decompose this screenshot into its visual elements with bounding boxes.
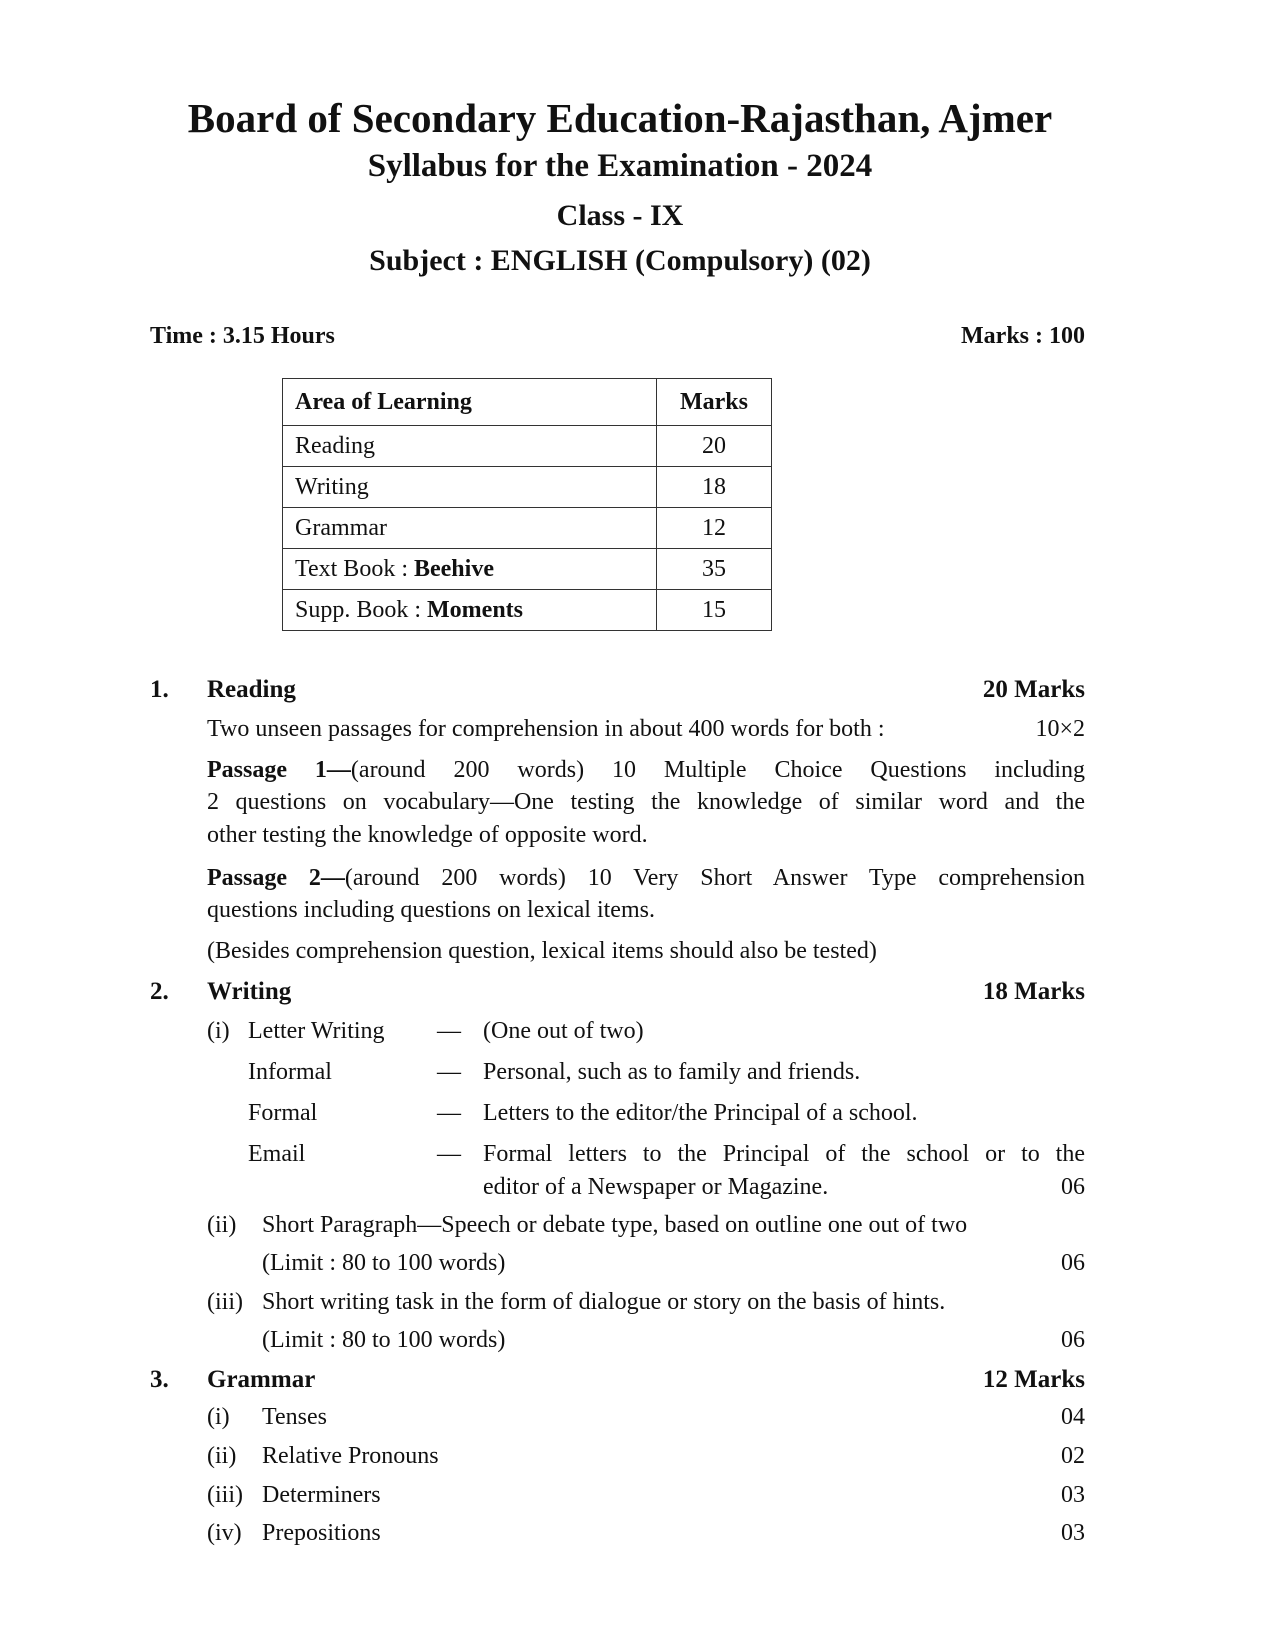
reading-note: (Besides comprehension question, lexical items should also be tested) <box>207 938 877 964</box>
paragraph-roman: (ii) <box>207 1212 237 1238</box>
writing-task-roman: (iii) <box>207 1289 243 1315</box>
board-title: Board of Secondary Education-Rajasthan, Ajmer <box>187 95 1053 141</box>
area-cell: Grammar <box>283 508 657 549</box>
letter-type-email-desc: Formal letters to the Principal of the school or to the <box>483 1141 1085 1167</box>
area-cell: Text Book : Beehive <box>283 549 657 590</box>
class-title: Class - IX <box>556 199 684 232</box>
table-header-row <box>283 379 772 426</box>
passage-1-line-1: Passage 1—(around 200 words) 10 Multiple Choice Questions including <box>207 757 1085 783</box>
marks-cell: 35 <box>657 549 772 590</box>
grammar-item-marks: 03 <box>1061 1482 1085 1508</box>
exam-total-marks: Marks : 100 <box>961 323 1085 349</box>
area-cell: Writing <box>283 467 657 508</box>
grammar-item-label: Prepositions <box>262 1520 381 1546</box>
letter-type-dash: — <box>437 1141 461 1167</box>
section-title-writing: Writing <box>207 978 292 1005</box>
table-row <box>283 467 772 508</box>
grammar-item-roman: (ii) <box>207 1443 237 1469</box>
section-title-grammar: Grammar <box>207 1366 316 1393</box>
section-marks-reading: 20 Marks <box>982 676 1085 703</box>
letter-label: Letter Writing <box>248 1018 385 1044</box>
table-row <box>283 590 772 631</box>
letter-marks: 06 <box>1061 1174 1085 1200</box>
passage-2-line-2: questions including questions on lexical items. <box>207 897 655 923</box>
paragraph-limit: (Limit : 80 to 100 words) <box>262 1250 506 1276</box>
passage-2-line-1: Passage 2—(around 200 words) 10 Very Short Answer Type comprehension <box>207 865 1085 891</box>
grammar-item-label: Determiners <box>262 1482 381 1508</box>
writing-task-marks: 06 <box>1061 1327 1085 1353</box>
letter-desc: (One out of two) <box>483 1018 644 1044</box>
passage-1-line-3: other testing the knowledge of opposite word. <box>207 822 648 848</box>
letter-type-email: Email <box>248 1141 306 1167</box>
section-number-reading: 1. <box>150 676 169 703</box>
subject-title: Subject : ENGLISH (Compulsory) (02) <box>369 244 871 277</box>
letter-type-email-desc-line-2: editor of a Newspaper or Magazine. <box>483 1174 829 1200</box>
section-marks-writing: 18 Marks <box>982 978 1085 1005</box>
marks-cell: 18 <box>657 467 772 508</box>
table-row <box>283 549 772 590</box>
marks-cell: 20 <box>657 426 772 467</box>
grammar-item-roman: (iii) <box>207 1482 243 1508</box>
letter-type-formal-desc: Letters to the editor/the Principal of a school. <box>483 1100 918 1126</box>
table-row <box>283 426 772 467</box>
grammar-item-label: Tenses <box>262 1404 327 1430</box>
section-title-reading: Reading <box>207 676 296 703</box>
letter-type-informal-desc: Personal, such as to family and friends. <box>483 1059 861 1085</box>
letter-type-formal: Formal <box>248 1100 318 1126</box>
section-number-grammar: 3. <box>150 1366 169 1393</box>
paragraph-marks: 06 <box>1061 1250 1085 1276</box>
marks-cell: 12 <box>657 508 772 549</box>
syllabus-title: Syllabus for the Examination - 2024 <box>367 148 873 184</box>
area-cell: Reading <box>283 426 657 467</box>
marks-distribution-table <box>282 378 772 631</box>
section-marks-grammar: 12 Marks <box>982 1366 1085 1393</box>
table-row <box>283 508 772 549</box>
letter-type-dash: — <box>437 1100 461 1126</box>
exam-time: Time : 3.15 Hours <box>150 323 335 349</box>
grammar-item-roman: (i) <box>207 1404 230 1430</box>
marks-cell: 15 <box>657 590 772 631</box>
grammar-item-marks: 02 <box>1061 1443 1085 1469</box>
section-number-writing: 2. <box>150 978 169 1005</box>
letter-type-dash: — <box>437 1059 461 1085</box>
letter-dash: — <box>437 1018 461 1044</box>
grammar-item-marks: 04 <box>1061 1404 1085 1430</box>
writing-task-line-1: Short writing task in the form of dialogue or story on the basis of hints. <box>262 1289 946 1315</box>
area-cell: Supp. Book : Moments <box>283 590 657 631</box>
paragraph-line-1: Short Paragraph—Speech or debate type, based on outline one out of two <box>262 1212 968 1238</box>
reading-intro-marks: 10×2 <box>1035 716 1085 742</box>
passage-1-line-2: 2 questions on vocabulary—One testing the knowledge of similar word and the <box>207 789 1085 815</box>
writing-task-limit: (Limit : 80 to 100 words) <box>262 1327 506 1353</box>
column-header-area: Area of Learning <box>283 379 657 426</box>
letter-type-informal: Informal <box>248 1059 332 1085</box>
grammar-item-label: Relative Pronouns <box>262 1443 439 1469</box>
letter-roman: (i) <box>207 1018 230 1044</box>
column-header-marks: Marks <box>657 379 772 426</box>
grammar-item-marks: 03 <box>1061 1520 1085 1546</box>
grammar-item-roman: (iv) <box>207 1520 242 1546</box>
reading-intro: Two unseen passages for comprehension in about 400 words for both : <box>207 716 885 742</box>
